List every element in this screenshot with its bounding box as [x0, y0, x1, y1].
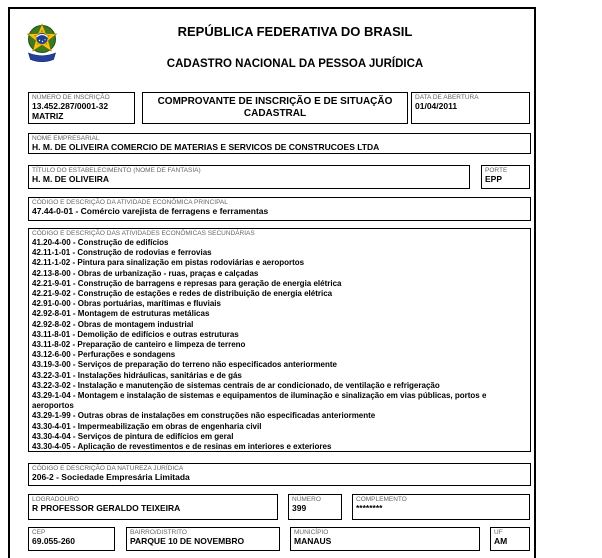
street-value: R PROFESSOR GERALDO TEIXEIRA — [32, 503, 181, 513]
opening-date-label: DATA DE ABERTURA — [415, 94, 479, 101]
company-size-label: PORTE — [485, 167, 508, 174]
activity-item: 43.11-8-01 - Demolição de edifícios e outras estruturas — [32, 329, 239, 339]
city-value: MANAUS — [294, 536, 332, 546]
street-label: LOGRADOURO — [32, 496, 79, 503]
secondary-activities-field — [28, 228, 531, 452]
cnpj-certificate-page — [8, 7, 536, 558]
number-field — [288, 494, 342, 520]
number-value: 399 — [292, 503, 307, 513]
main-activity-value: 47.44-0-01 - Comércio varejista de ferragens e ferramentas — [32, 206, 269, 216]
activity-item: 43.29-1-99 - Outras obras de instalações em construções não especificadas anteriormente — [32, 411, 376, 421]
activity-item: 43.11-8-02 - Preparação de canteiro e limpeza de terreno — [32, 340, 246, 350]
district-value: PARQUE 10 DE NOVEMBRO — [130, 536, 245, 546]
activity-item: 43.29-1-04 - Montagem e instalação de sistemas e equipamentos de iluminação e sinalização em vias públicas, portos e aeroportos — [32, 391, 487, 411]
city-field — [290, 527, 480, 551]
street-field — [28, 494, 278, 520]
company-size-field — [481, 165, 530, 189]
republic-title: REPÚBLICA FEDERATIVA DO BRASIL — [177, 24, 413, 39]
activity-item: 43.22-3-02 - Instalação e manutenção de sistemas centrais de ar condicionado, de ventilação e refrigeração — [32, 380, 440, 390]
main-activity-label: CÓDIGO E DESCRIÇÃO DA ATIVIDADE ECONÔMICA PRINCIPAL — [32, 199, 228, 206]
company-name-value: H. M. DE OLIVEIRA COMERCIO DE MATERIAS E SERVICOS DE CONSTRUCOES LTDA — [32, 142, 380, 152]
inscription-number-value: 13.452.287/0001-32 — [32, 101, 109, 111]
zip-label: CEP — [32, 529, 46, 536]
activity-item: 43.30-4-01 - Impermeabilização em obras de engenharia civil — [32, 421, 262, 431]
activity-item: 42.92-8-01 - Montagem de estruturas metálicas — [32, 309, 210, 319]
activity-item: 43.30-4-04 - Serviços de pintura de edifícios em geral — [32, 431, 234, 441]
state-field — [490, 527, 530, 551]
district-label: BAIRRO/DISTRITO — [130, 529, 187, 536]
main-activity-field — [28, 197, 531, 221]
activity-item: 42.21-9-01 - Construção de barragens e represas para geração de energia elétrica — [32, 278, 342, 288]
activity-item: 42.21-9-02 - Construção de estações e redes de distribuição de energia elétrica — [32, 289, 333, 299]
activity-item: 43.12-6-00 - Perfurações e sondagens — [32, 350, 176, 360]
document-title: COMPROVANTE DE INSCRIÇÃO E DE SITUAÇÃO CADASTRAL — [142, 92, 408, 124]
legal-nature-field — [28, 463, 531, 486]
company-name-field — [28, 133, 531, 154]
state-label: UF — [494, 529, 503, 536]
opening-date-field — [411, 92, 530, 124]
legal-nature-label: CÓDIGO E DESCRIÇÃO DA NATUREZA JURÍDICA — [32, 465, 184, 472]
state-value: AM — [494, 536, 508, 546]
trade-name-field — [28, 165, 470, 189]
inscription-number-field — [28, 92, 135, 124]
district-field — [126, 527, 280, 551]
trade-name-label: TÍTULO DO ESTABELECIMENTO (NOME DE FANTASIA) — [32, 167, 201, 174]
inscription-type-value: MATRIZ — [32, 110, 64, 121]
activity-item: 43.30-4-05 - Aplicação de revestimentos e de resinas em interiores e exteriores — [32, 442, 332, 452]
zip-field — [28, 527, 115, 551]
activity-item: 42.11-1-02 - Pintura para sinalização em pistas rodoviárias e aeroportos — [32, 258, 305, 268]
inscription-number-label: NÚMERO DE INSCRIÇÃO — [32, 94, 110, 101]
opening-date-value: 01/04/2011 — [415, 101, 458, 111]
company-name-label: NOME EMPRESARIAL — [32, 135, 100, 142]
activity-item: 42.13-8-00 - Obras de urbanização - ruas, praças e calçadas — [32, 268, 259, 278]
activity-item: 43.19-3-00 - Serviços de preparação do terreno não especificados anteriormente — [32, 360, 338, 370]
activity-item: 42.11-1-01 - Construção de rodovias e ferrovias — [32, 248, 212, 258]
trade-name-value: H. M. DE OLIVEIRA — [32, 174, 109, 184]
company-size-value: EPP — [485, 174, 503, 184]
number-label: NÚMERO — [292, 496, 321, 503]
activity-item: 43.22-3-01 - Instalações hidráulicas, sanitárias e de gás — [32, 370, 242, 380]
complement-value: ******** — [356, 503, 383, 513]
secondary-activities-label: CÓDIGO E DESCRIÇÃO DAS ATIVIDADES ECONÔMICAS SECUNDÁRIAS — [32, 230, 255, 237]
registry-title: CADASTRO NACIONAL DA PESSOA JURÍDICA — [166, 58, 424, 70]
activity-item: 42.91-0-00 - Obras portuárias, marítimas e fluviais — [32, 299, 221, 309]
legal-nature-value: 206-2 - Sociedade Empresária Limitada — [32, 472, 190, 482]
brazil-coat-of-arms-icon — [24, 21, 60, 70]
complement-field — [352, 494, 530, 520]
zip-value: 69.055-260 — [32, 536, 76, 546]
activity-item: 42.92-8-02 - Obras de montagem industrial — [32, 319, 194, 329]
city-label: MUNICÍPIO — [294, 529, 329, 536]
activity-item: 41.20-4-00 - Construção de edifícios — [32, 238, 169, 247]
complement-label: COMPLEMENTO — [356, 496, 407, 503]
secondary-activities-list — [32, 238, 527, 452]
